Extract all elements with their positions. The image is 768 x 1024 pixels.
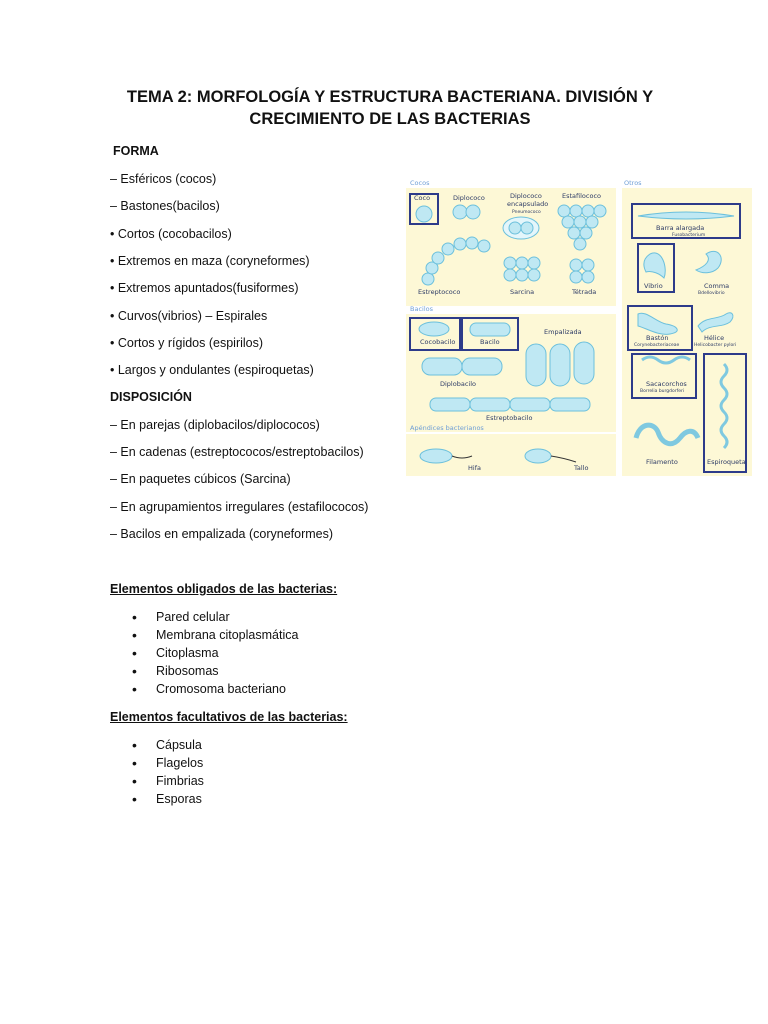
list-item: • Cromosoma bacteriano bbox=[110, 680, 298, 698]
facultativos-heading: Elementos facultativos de las bacterias: bbox=[110, 710, 348, 724]
label-diplococo: Diplococo bbox=[453, 194, 485, 202]
label-corynebacteriaceae: Corynebacteriaceae bbox=[634, 343, 680, 348]
disposicion-item: – En cadenas (estreptococos/estreptobacilos) bbox=[110, 445, 364, 459]
section-apendices: Apéndices bacterianos bbox=[410, 424, 484, 432]
obligados-list bbox=[110, 608, 298, 698]
forma-item: • Cortos y rígidos (espirilos) bbox=[110, 336, 264, 350]
label-cocobacilo: Cocobacilo bbox=[420, 338, 456, 346]
disposicion-item: – En parejas (diplobacilos/diplococos) bbox=[110, 418, 320, 432]
list-item: • Pared celular bbox=[110, 608, 298, 626]
label-espiroqueta: Espiroqueta bbox=[707, 458, 746, 466]
title-line-2: CRECIMIENTO DE LAS BACTERIAS bbox=[249, 110, 531, 128]
section-otros: Otros bbox=[624, 179, 642, 187]
label-estreptococo: Estreptococo bbox=[418, 288, 461, 296]
label-diplococo-enc-2: encapsulado bbox=[507, 200, 549, 208]
list-item: • Membrana citoplasmática bbox=[110, 626, 298, 644]
label-comma: Comma bbox=[704, 282, 730, 290]
list-item: • Cápsula bbox=[110, 736, 204, 754]
label-vibrio: Vibrio bbox=[644, 282, 663, 290]
disposicion-heading: DISPOSICIÓN bbox=[110, 390, 192, 404]
label-estreptobacilo: Estreptobacilo bbox=[486, 414, 533, 422]
label-bdellovibrio: Bdellovibrio bbox=[698, 291, 725, 296]
page-title bbox=[110, 86, 670, 130]
label-baston: Bastón bbox=[646, 334, 669, 342]
label-diplococo-enc-1: Diplococo bbox=[510, 192, 542, 200]
label-coco: Coco bbox=[414, 194, 431, 202]
disposicion-item: – En paquetes cúbicos (Sarcina) bbox=[110, 472, 291, 486]
label-sacacorchos: Sacacorchos bbox=[646, 380, 687, 388]
obligados-heading: Elementos obligados de las bacterias: bbox=[110, 582, 338, 596]
forma-item: • Extremos apuntados(fusiformes) bbox=[110, 281, 299, 295]
forma-item: • Largos y ondulantes (espiroquetas) bbox=[110, 363, 314, 377]
label-tallo: Tallo bbox=[574, 464, 589, 472]
label-pneumococo: Pneumococo bbox=[512, 210, 541, 215]
bacteria-morphology-figure bbox=[406, 176, 752, 476]
label-fusobacterium: Fusobacterium bbox=[672, 233, 706, 238]
forma-item: • Extremos en maza (coryneformes) bbox=[110, 254, 310, 268]
forma-item: • Curvos(vibrios) – Espirales bbox=[110, 309, 268, 323]
section-bacilos: Bacilos bbox=[410, 305, 433, 313]
list-item: • Esporas bbox=[110, 790, 204, 808]
label-sarcina: Sarcina bbox=[510, 288, 535, 296]
list-item: • Fimbrias bbox=[110, 772, 204, 790]
bacteria-figure-svg bbox=[406, 176, 752, 476]
forma-item: – Bastones(bacilos) bbox=[110, 199, 220, 213]
label-barra-alargada: Barra alargada bbox=[656, 224, 705, 232]
label-filamento: Filamento bbox=[646, 458, 678, 466]
forma-heading: FORMA bbox=[113, 144, 159, 158]
label-hifa: Hifa bbox=[468, 464, 481, 472]
disposicion-item: – Bacilos en empalizada (coryneformes) bbox=[110, 527, 334, 541]
forma-item: • Cortos (cocobacilos) bbox=[110, 227, 232, 241]
label-helice: Hélice bbox=[704, 334, 725, 342]
list-item: • Ribosomas bbox=[110, 662, 298, 680]
label-tetrada: Tétrada bbox=[572, 288, 597, 296]
label-helicobacter: Helicobacter pylori bbox=[694, 343, 737, 348]
disposicion-item: – En agrupamientos irregulares (estafilococos) bbox=[110, 500, 369, 514]
label-empalizada: Empalizada bbox=[544, 328, 582, 336]
title-line-1: TEMA 2: MORFOLOGÍA Y ESTRUCTURA BACTERIANA. DIVISIÓN Y bbox=[126, 88, 654, 106]
facultativos-list bbox=[110, 736, 204, 808]
label-diplobacilo: Diplobacilo bbox=[440, 380, 476, 388]
forma-item: – Esféricos (cocos) bbox=[110, 172, 217, 186]
label-borrelia: Borrelia burgdorferi bbox=[640, 389, 685, 394]
label-bacilo: Bacilo bbox=[480, 338, 500, 346]
section-cocos: Cocos bbox=[410, 179, 430, 187]
list-item: • Flagelos bbox=[110, 754, 204, 772]
label-estafilococo: Estafilococo bbox=[562, 192, 602, 200]
list-item: • Citoplasma bbox=[110, 644, 298, 662]
